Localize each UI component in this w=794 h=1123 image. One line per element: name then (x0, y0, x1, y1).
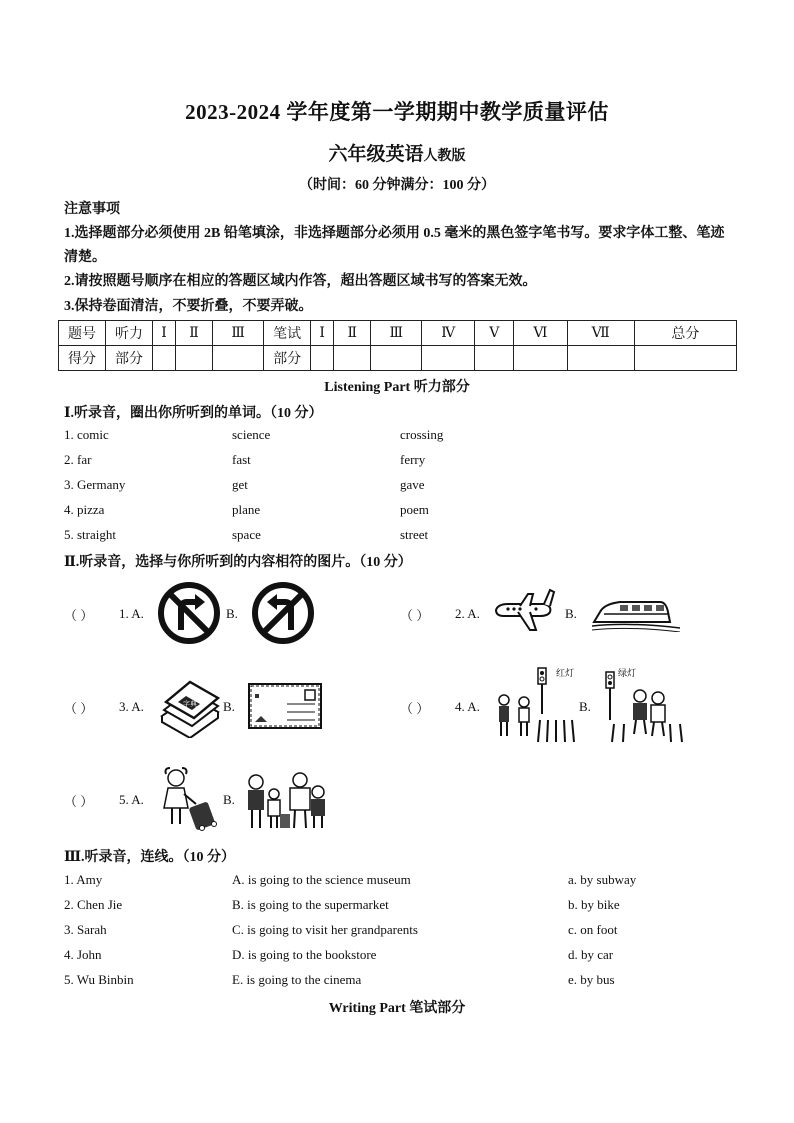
score-input-cell[interactable] (371, 346, 422, 371)
q5-b-label: B. (223, 792, 235, 807)
match-person[interactable]: 5. Wu Binbin (64, 972, 134, 987)
no-right-turn-sign-icon[interactable] (157, 582, 221, 644)
score-table (58, 320, 737, 371)
part1-word[interactable]: fast (232, 452, 251, 467)
score-input-cell[interactable] (475, 346, 514, 371)
girl-with-suitcase-icon[interactable] (156, 764, 222, 832)
exam-subtitle (0, 139, 794, 166)
part1-word: 4. pizza (64, 502, 105, 517)
score-input-cell[interactable] (514, 346, 567, 371)
q1-b-label: B. (226, 606, 238, 621)
score-input-cell[interactable] (422, 346, 475, 371)
answer-paren[interactable]: （ ） (64, 794, 94, 809)
score-cell: Ⅰ (311, 321, 334, 346)
postcard-icon[interactable] (247, 682, 323, 730)
dictionary-icon[interactable] (156, 676, 222, 738)
answer-paren[interactable]: （ ） (400, 701, 430, 716)
match-person[interactable]: 4. John (64, 947, 102, 962)
match-destination[interactable]: C. is going to visit her grandparents (232, 922, 418, 937)
score-cell: 题号 (59, 321, 106, 346)
airplane-icon[interactable] (490, 586, 556, 636)
green-light-crossing-icon[interactable] (600, 664, 688, 744)
part3-heading: Ⅲ.听录音，连线。（10 分） (64, 850, 236, 865)
exam-title: 2023-2024 学年度第一学期期中教学质量评估 (185, 100, 609, 124)
no-left-turn-sign-icon[interactable] (251, 582, 315, 644)
score-cell: Ⅴ (475, 321, 514, 346)
writing-part-title: Writing Part 笔试部分 (328, 1001, 466, 1016)
q3-label: 3. A. (119, 699, 144, 714)
score-cell: 听力 (106, 321, 153, 346)
match-person[interactable]: 1. Amy (64, 872, 103, 887)
answer-paren[interactable]: （ ） (400, 608, 430, 623)
score-cell: Ⅶ (567, 321, 634, 346)
q2-label: 2. A. (455, 606, 480, 621)
subtitle-edition: 人教版 (423, 149, 466, 164)
green-light-label: 绿灯 (618, 669, 637, 679)
family-travel-icon[interactable] (244, 770, 330, 832)
score-cell: 部分 (106, 346, 153, 371)
score-cell: Ⅱ (176, 321, 213, 346)
score-cell: Ⅵ (514, 321, 567, 346)
score-cell: Ⅲ (371, 321, 422, 346)
q5-label: 5. A. (119, 792, 144, 807)
part1-word: 2. far (64, 452, 92, 467)
score-input-cell[interactable] (213, 346, 264, 371)
answer-paren[interactable]: （ ） (64, 701, 94, 716)
score-input-cell[interactable] (567, 346, 634, 371)
score-table-score-row (59, 346, 737, 371)
q4-label: 4. A. (455, 699, 480, 714)
score-cell: Ⅰ (153, 321, 176, 346)
notice-item-2: 2.请按照题号顺序在相应的答题区域内作答，超出答题区域书写的答案无效。 (64, 274, 537, 289)
score-input-cell[interactable] (311, 346, 334, 371)
match-person[interactable]: 2. Chen Jie (64, 897, 123, 912)
part1-word[interactable]: poem (400, 502, 429, 517)
score-cell: Ⅲ (213, 321, 264, 346)
score-cell: 总分 (634, 321, 736, 346)
match-person[interactable]: 3. Sarah (64, 922, 107, 937)
q4-b-label: B. (579, 699, 591, 714)
dict-label: 字典 (183, 700, 197, 708)
score-input-cell[interactable] (634, 346, 736, 371)
part2-heading: Ⅱ.听录音，选择与你所听到的内容相符的图片。（10 分） (64, 555, 412, 570)
score-input-cell[interactable] (176, 346, 213, 371)
train-icon[interactable] (590, 592, 682, 632)
score-cell: Ⅱ (334, 321, 371, 346)
answer-paren[interactable]: （ ） (64, 608, 94, 623)
score-cell: 部分 (264, 346, 311, 371)
match-destination[interactable]: D. is going to the bookstore (232, 947, 377, 962)
part1-heading: Ⅰ.听录音，圈出你所听到的单词。（10 分） (64, 406, 323, 421)
score-table-header-row (59, 321, 737, 346)
part1-word: 1. comic (64, 427, 109, 442)
match-transport[interactable]: b. by bike (568, 897, 620, 912)
match-transport[interactable]: c. on foot (568, 922, 618, 937)
score-input-cell[interactable] (334, 346, 371, 371)
part1-word[interactable]: gave (400, 477, 425, 492)
match-destination[interactable]: B. is going to the supermarket (232, 897, 389, 912)
part1-word[interactable]: get (232, 477, 248, 492)
match-destination[interactable]: E. is going to the cinema (232, 972, 362, 987)
q2-b-label: B. (565, 606, 577, 621)
red-light-crossing-icon[interactable] (492, 664, 576, 744)
score-input-cell[interactable] (153, 346, 176, 371)
part1-word[interactable]: ferry (400, 452, 426, 467)
match-transport[interactable]: d. by car (568, 947, 614, 962)
part1-word[interactable]: crossing (400, 427, 444, 442)
score-cell: Ⅳ (422, 321, 475, 346)
part1-word[interactable]: science (232, 427, 271, 442)
listening-part-title: Listening Part 听力部分 (324, 380, 470, 395)
score-cell: 笔试 (264, 321, 311, 346)
subtitle-main: 六年级英语 (328, 144, 424, 165)
match-transport[interactable]: e. by bus (568, 972, 615, 987)
part1-word[interactable]: street (400, 527, 429, 542)
part1-word: 5. straight (64, 527, 116, 542)
match-destination[interactable]: A. is going to the science museum (232, 872, 411, 887)
time-info: （时间：60 分钟满分：100 分） (299, 178, 495, 193)
notice-item-1: 1.选择题部分必须使用 2B 铅笔填涂，非选择题部分必须用 0.5 毫米的黑色签字笔书写。要求字体工整、笔迹清楚。 (64, 226, 725, 265)
part1-word[interactable]: space (232, 527, 261, 542)
red-light-label: 红灯 (556, 669, 575, 679)
score-cell: 得分 (59, 346, 106, 371)
notice-heading: 注意事项 (64, 202, 120, 217)
q1-label: 1. A. (119, 606, 144, 621)
match-transport[interactable]: a. by subway (568, 872, 637, 887)
part1-word[interactable]: plane (232, 502, 261, 517)
notice-item-3: 3.保持卷面清洁，不要折叠，不要弄破。 (64, 299, 313, 314)
part1-word: 3. Germany (64, 477, 126, 492)
q3-b-label: B. (223, 699, 235, 714)
